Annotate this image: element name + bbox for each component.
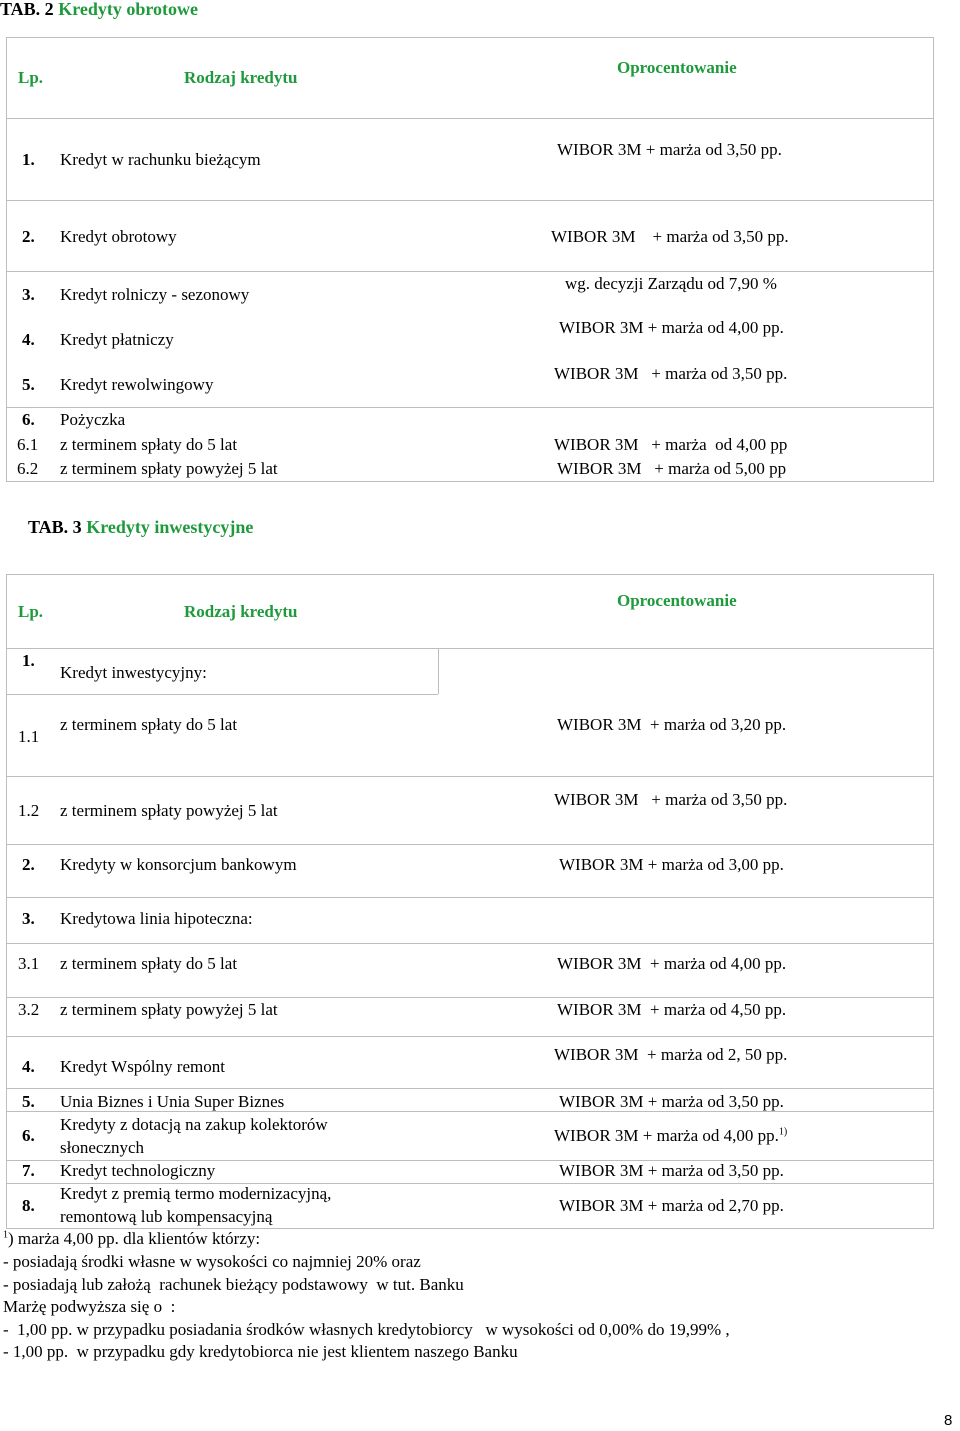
tab2-row-62-num: 6.2: [17, 459, 39, 478]
tab3-row-5-num: 5.: [22, 1092, 35, 1111]
tab3-row-7-name: Kredyt technologiczny: [60, 1161, 216, 1180]
tab2-header-lp: Lp.: [18, 68, 44, 87]
tab3-title: [28, 518, 253, 538]
tab3-row-2-name: Kredyty w konsorcjum bankowym: [60, 855, 297, 874]
footnote-mark: 1: [3, 1229, 8, 1241]
footnote: [3, 1230, 260, 1249]
tab3-title-prefix: TAB. 3: [28, 517, 82, 537]
tab3-row-divider: [6, 897, 934, 898]
tab3-row-7-num: 7.: [22, 1161, 35, 1180]
tab2-row-62-rate: WIBOR 3M + marża od 5,00 pp: [557, 459, 787, 478]
tab2-row-5-num: 5.: [22, 375, 35, 394]
tab2-row-2-rate: WIBOR 3M + marża od 3,50 pp.: [551, 227, 789, 246]
tab3-col-divider: [438, 648, 439, 694]
note-line-4: - 1,00 pp. w przypadku posiadania środków własnych kredytobiorcy w wysokości od 0,00% do 19,99% ,: [3, 1320, 730, 1339]
tab3-row-5-rate: WIBOR 3M + marża od 3,50 pp.: [559, 1092, 784, 1111]
tab3-row-31-name: z terminem spłaty do 5 lat: [60, 954, 238, 973]
tab3-row-4-rate: WIBOR 3M + marża od 2, 50 pp.: [554, 1045, 788, 1064]
tab3-row-6-rate-text: WIBOR 3M + marża od 4,00 pp.: [554, 1126, 779, 1145]
tab2-header-type: Rodzaj kredytu: [184, 68, 298, 87]
tab3-header-rate: Oprocentowanie: [617, 591, 737, 610]
tab3-row-31-num: 3.1: [18, 954, 40, 973]
tab2-row-5-rate: WIBOR 3M + marża od 3,50 pp.: [554, 364, 788, 383]
tab2-row-divider: [6, 200, 934, 201]
tab2-row-divider: [6, 118, 934, 119]
footnote-text: ) marża 4,00 pp. dla klientów którzy:: [8, 1229, 261, 1248]
tab3-row-8-name-line1: Kredyt z premią termo modernizacyjną,: [60, 1184, 332, 1203]
tab3-row-31-rate: WIBOR 3M + marża od 4,00 pp.: [557, 954, 787, 973]
tab3-row-divider: [6, 776, 934, 777]
tab2-row-1-num: 1.: [22, 150, 35, 169]
tab3-row-2-num: 2.: [22, 855, 35, 874]
tab2-row-3-num: 3.: [22, 285, 35, 304]
tab3-row-6-name-line2: słonecznych: [60, 1138, 145, 1157]
tab2-row-3-rate: wg. decyzji Zarządu od 7,90 %: [565, 274, 777, 293]
tab3-row-3-num: 3.: [22, 909, 35, 928]
tab3-row-divider: [6, 943, 934, 944]
tab3-row-6-rate: [554, 1127, 787, 1146]
tab3-row-divider: [6, 1088, 934, 1089]
tab3-row-5-name: Unia Biznes i Unia Super Biznes: [60, 1092, 285, 1111]
tab3-row-divider: [6, 1036, 934, 1037]
tab3-row-11-num: 1.1: [18, 727, 40, 746]
tab3-row-6-num: 6.: [22, 1126, 35, 1145]
tab2-header-rate: Oprocentowanie: [617, 58, 737, 77]
tab3-row-12-num: 1.2: [18, 801, 40, 820]
note-line-5: - 1,00 pp. w przypadku gdy kredytobiorca nie jest klientem naszego Banku: [3, 1342, 518, 1361]
tab3-row-6-footnote-ref: 1): [778, 1126, 788, 1138]
note-line-2: - posiadają lub założą rachunek bieżący podstawowy w tut. Banku: [3, 1275, 464, 1294]
tab3-row-8-name-line2: remontową lub kompensacyjną: [60, 1207, 273, 1226]
note-line-1: - posiadają środki własne w wysokości co najmniej 20% oraz: [3, 1252, 421, 1271]
tab3-row-divider: [6, 997, 934, 998]
tab3-row-7-rate: WIBOR 3M + marża od 3,50 pp.: [559, 1161, 784, 1180]
tab2-row-2-name: Kredyt obrotowy: [60, 227, 177, 246]
tab3-row-8-rate: WIBOR 3M + marża od 2,70 pp.: [559, 1196, 784, 1215]
tab2-row-divider: [6, 271, 934, 272]
tab2-title-name: Kredyty obrotowe: [58, 0, 199, 19]
tab2-row-5-name: Kredyt rewolwingowy: [60, 375, 214, 394]
tab3-header-type: Rodzaj kredytu: [184, 602, 298, 621]
tab3-row-4-num: 4.: [22, 1057, 35, 1076]
tab3-row-1-num: 1.: [22, 651, 35, 670]
tab2-row-3-name: Kredyt rolniczy - sezonowy: [60, 285, 250, 304]
tab2-table: [6, 37, 934, 482]
tab3-row-3-name: Kredytowa linia hipoteczna:: [60, 909, 253, 928]
tab3-row-11-name: z terminem spłaty do 5 lat: [60, 715, 238, 734]
tab2-row-6-num: 6.: [22, 410, 35, 429]
tab3-row-divider: [6, 694, 438, 695]
tab2-row-2-num: 2.: [22, 227, 35, 246]
tab2-row-61-name: z terminem spłaty do 5 lat: [60, 435, 238, 454]
tab2-row-4-rate: WIBOR 3M + marża od 4,00 pp.: [559, 318, 784, 337]
tab3-title-name: Kredyty inwestycyjne: [86, 517, 254, 537]
tab2-title-prefix: TAB. 2: [0, 0, 54, 19]
tab3-row-4-name: Kredyt Wspólny remont: [60, 1057, 225, 1076]
tab3-row-11-rate: WIBOR 3M + marża od 3,20 pp.: [557, 715, 787, 734]
tab2-row-4-name: Kredyt płatniczy: [60, 330, 174, 349]
tab3-row-32-num: 3.2: [18, 1000, 40, 1019]
tab3-row-divider: [6, 648, 934, 649]
tab2-row-1-name: Kredyt w rachunku bieżącym: [60, 150, 261, 169]
page-number: 8: [944, 1412, 953, 1429]
tab3-header-lp: Lp.: [18, 602, 44, 621]
tab3-row-12-rate: WIBOR 3M + marża od 3,50 pp.: [554, 790, 788, 809]
tab3-row-12-name: z terminem spłaty powyżej 5 lat: [60, 801, 278, 820]
tab2-row-divider: [6, 407, 934, 408]
tab2-row-62-name: z terminem spłaty powyżej 5 lat: [60, 459, 278, 478]
tab2-row-61-num: 6.1: [17, 435, 39, 454]
tab3-row-divider: [6, 844, 934, 845]
tab3-row-8-num: 8.: [22, 1196, 35, 1215]
tab3-row-6-name-line1: Kredyty z dotacją na zakup kolektorów: [60, 1115, 328, 1134]
tab2-row-61-rate: WIBOR 3M + marża od 4,00 pp: [554, 435, 788, 454]
tab3-row-32-rate: WIBOR 3M + marża od 4,50 pp.: [557, 1000, 787, 1019]
tab3-row-32-name: z terminem spłaty powyżej 5 lat: [60, 1000, 278, 1019]
tab2-row-4-num: 4.: [22, 330, 35, 349]
tab3-row-1-name: Kredyt inwestycyjny:: [60, 663, 207, 682]
tab3-row-2-rate: WIBOR 3M + marża od 3,00 pp.: [559, 855, 784, 874]
note-line-3: Marżę podwyższa się o :: [3, 1297, 176, 1316]
tab2-row-1-rate: WIBOR 3M + marża od 3,50 pp.: [557, 140, 782, 159]
tab2-row-6-name: Pożyczka: [60, 410, 126, 429]
tab2-title: [0, 0, 198, 20]
